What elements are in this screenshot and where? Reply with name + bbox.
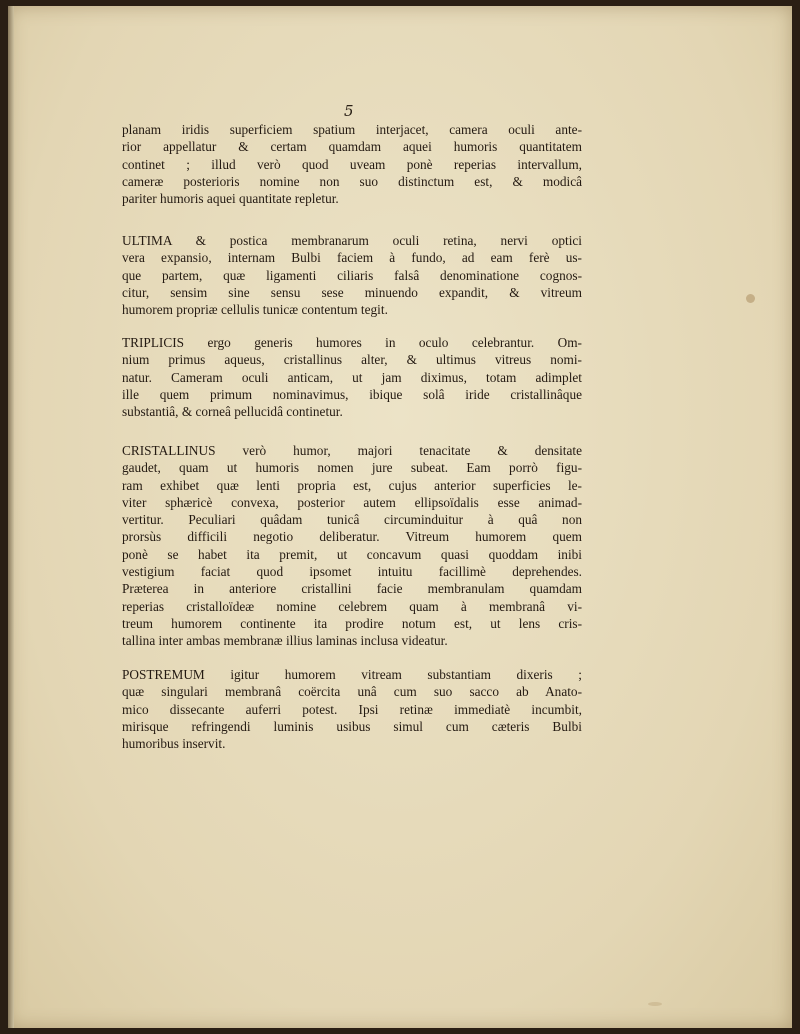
text-line: mirisque refringendi luminis usibus simul cum cæteris Bulbi	[122, 718, 582, 734]
text-line: tallina inter ambas membranæ illius laminas inclusa videatur.	[122, 633, 448, 649]
text-line: rior appellatur & certam quamdam aquei humoris quantitatem	[122, 139, 582, 155]
text-line: vestigium faciat quod ipsomet intuitu facillimè deprehendes.	[122, 564, 582, 580]
text-line: ULTIMA & postica membranarum oculi retina, nervi optici	[122, 233, 582, 248]
text-line: pariter humoris aquei quantitate repletur.	[122, 191, 339, 207]
text-line: TRIPLICIS ergo generis humores in oculo celebrantur. Om-	[122, 335, 582, 350]
paragraph-1	[122, 121, 582, 207]
text-line: humorem propriæ cellulis tunicæ contentum tegit.	[122, 302, 388, 318]
text-line: Præterea in anteriore cristallini facie membranulam quamdam	[122, 581, 582, 597]
foxing-spot	[746, 294, 755, 303]
text-line: continet ; illud verò quod uveam ponè reperias intervallum,	[122, 156, 582, 172]
book-page	[8, 6, 792, 1028]
text-line: prorsùs difficili negotio deliberatur. Vitreum humorem quem	[122, 529, 582, 545]
page-number: 5	[344, 102, 354, 120]
paragraph-5	[122, 666, 582, 752]
text-line: natur. Cameram oculi anticam, ut jam diximus, totam adimplet	[122, 369, 582, 385]
paragraph-3	[122, 334, 582, 420]
text-line: vertitur. Peculiari quâdam tunicâ circuminduitur à quâ non	[122, 512, 582, 528]
text-line: POSTREMUM igitur humorem vitream substantiam dixeris ;	[122, 667, 582, 682]
page-gutter	[8, 6, 14, 1028]
paragraph-2	[122, 232, 582, 318]
text-line: planam iridis superficiem spatium interjacet, camera oculi ante-	[122, 122, 582, 137]
text-line: viter sphæricè convexa, posterior autem ellipsoïdalis esse animad-	[122, 494, 582, 510]
text-line: que partem, quæ ligamenti ciliaris falsâ denominatione cognos-	[122, 267, 582, 283]
text-line: CRISTALLINUS verò humor, majori tenacitate & densitate	[122, 443, 582, 458]
text-line: cameræ posterioris nomine non suo distinctum est, & modicâ	[122, 173, 582, 189]
foxing-spot	[648, 1002, 662, 1006]
text-line: citur, sensim sine sensu sese minuendo expandit, & vitreum	[122, 284, 582, 300]
text-line: gaudet, quam ut humoris nomen jure subeat. Eam porrò figu-	[122, 460, 582, 476]
text-line: nium primus aqueus, cristallinus alter, & ultimus vitreus nomi-	[122, 352, 582, 368]
text-line: vera expansio, internam Bulbi faciem à fundo, ad eam ferè us-	[122, 250, 582, 266]
text-line: treum humorem continente ita prodire notum est, ut lens cris-	[122, 615, 582, 631]
paragraph-4	[122, 442, 582, 650]
text-line: ponè se habet ita premit, ut concavum quasi quoddam inibi	[122, 546, 582, 562]
text-line: ram exhibet quæ lenti propria est, cujus anterior superficies le-	[122, 477, 582, 493]
text-line: humoribus inservit.	[122, 736, 226, 752]
text-line: ille quem primum nominavimus, ibique solâ iride cristallinâque	[122, 386, 582, 402]
text-line: quæ singulari membranâ coërcita unâ cum suo sacco ab Anato-	[122, 684, 582, 700]
text-line: mico dissecante auferri potest. Ipsi retinæ immediatè incumbit,	[122, 701, 582, 717]
text-line: substantiâ, & corneâ pellucidâ continetur.	[122, 404, 343, 420]
text-line: reperias cristalloïdeæ nomine celebrem quam à membranâ vi-	[122, 598, 582, 614]
